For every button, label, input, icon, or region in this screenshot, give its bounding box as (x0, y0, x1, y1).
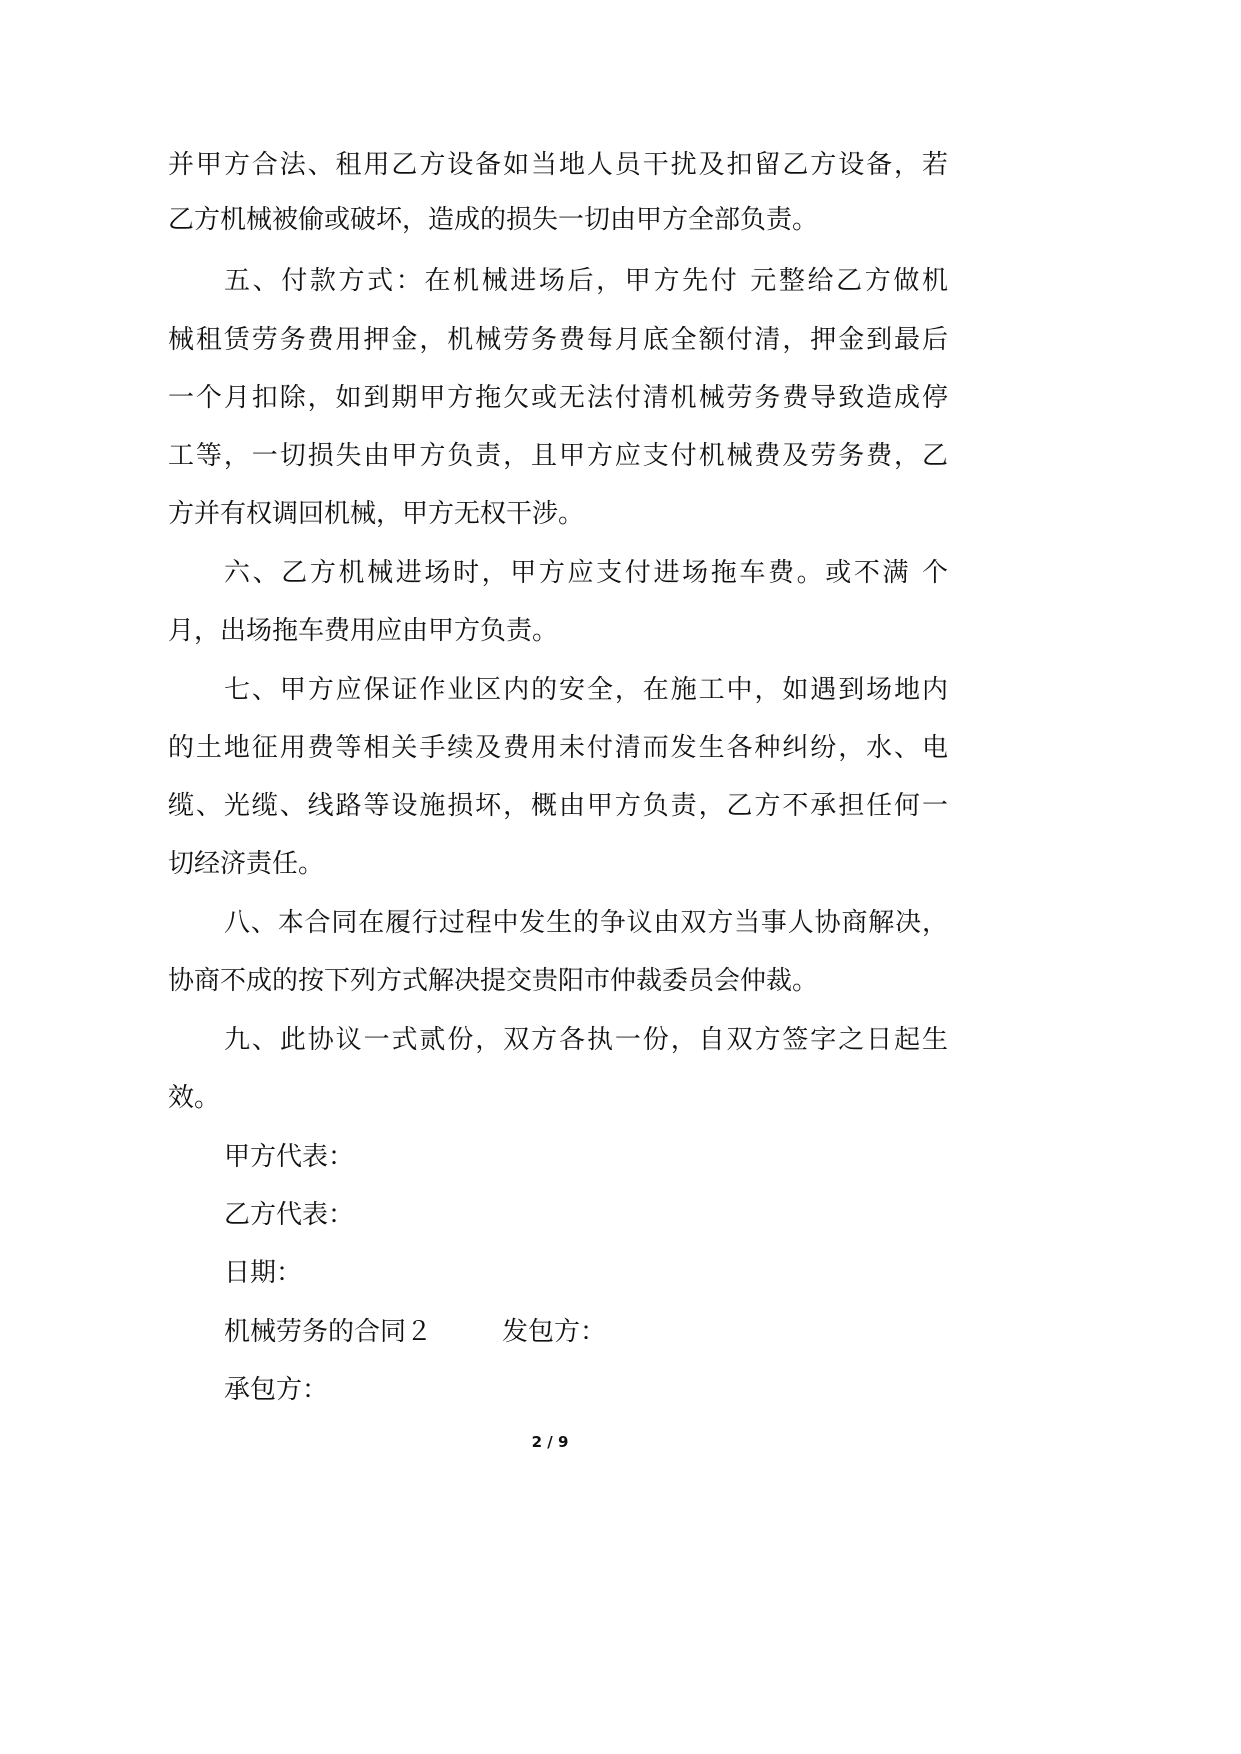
body-line: 切经济责任。 (168, 849, 325, 879)
date-label: 日期： (224, 1258, 303, 1288)
body-line: 八、本合同在履行过程中发生的争议由双方当事人协商解决， (224, 908, 948, 938)
party-a-representative-label: 甲方代表： (224, 1142, 355, 1172)
body-line: 效。 (168, 1083, 221, 1113)
body-line: 六、乙方机械进场时，甲方应支付进场拖车费。或不满 个 (224, 558, 948, 588)
body-line: 一个月扣除，如到期甲方拖欠或无法付清机械劳务费导致造成停 (168, 383, 948, 413)
body-line: 缆、光缆、线路等设施损坏，概由甲方负责，乙方不承担任何一 (168, 791, 948, 821)
body-line: 工等，一切损失由甲方负责，且甲方应支付机械费及劳务费，乙 (168, 441, 948, 471)
body-line: 五、付款方式：在机械进场后，甲方先付 元整给乙方做机 (224, 266, 948, 296)
body-line: 并甲方合法、租用乙方设备如当地人员干扰及扣留乙方设备，若 (168, 150, 948, 180)
contract-title: 机械劳务的合同２ (224, 1317, 433, 1347)
contract-heading-line (224, 1312, 948, 1352)
party-b-representative-label: 乙方代表： (224, 1200, 355, 1230)
contractor-label: 承包方： (224, 1375, 329, 1405)
body-line: 月，出场拖车费用应由甲方负责。 (168, 616, 559, 646)
body-line: 七、甲方应保证作业区内的安全，在施工中，如遇到场地内 (224, 675, 948, 705)
issuer-label: 发包方： (502, 1317, 607, 1347)
body-line: 协商不成的按下列方式解决提交贵阳市仲裁委员会仲裁。 (168, 966, 819, 996)
body-line: 乙方机械被偷或破坏，造成的损失一切由甲方全部负责。 (168, 205, 819, 235)
body-line: 九、此协议一式贰份，双方各执一份，自双方签字之日起生 (224, 1025, 948, 1055)
body-line: 械租赁劳务费用押金，机械劳务费每月底全额付清，押金到最后 (168, 325, 948, 355)
page-number: 2 / 9 (531, 1433, 569, 1451)
body-line: 的土地征用费等相关手续及费用未付清而发生各种纠纷，水、电 (168, 733, 948, 763)
body-line: 方并有权调回机械，甲方无权干涉。 (168, 499, 585, 529)
